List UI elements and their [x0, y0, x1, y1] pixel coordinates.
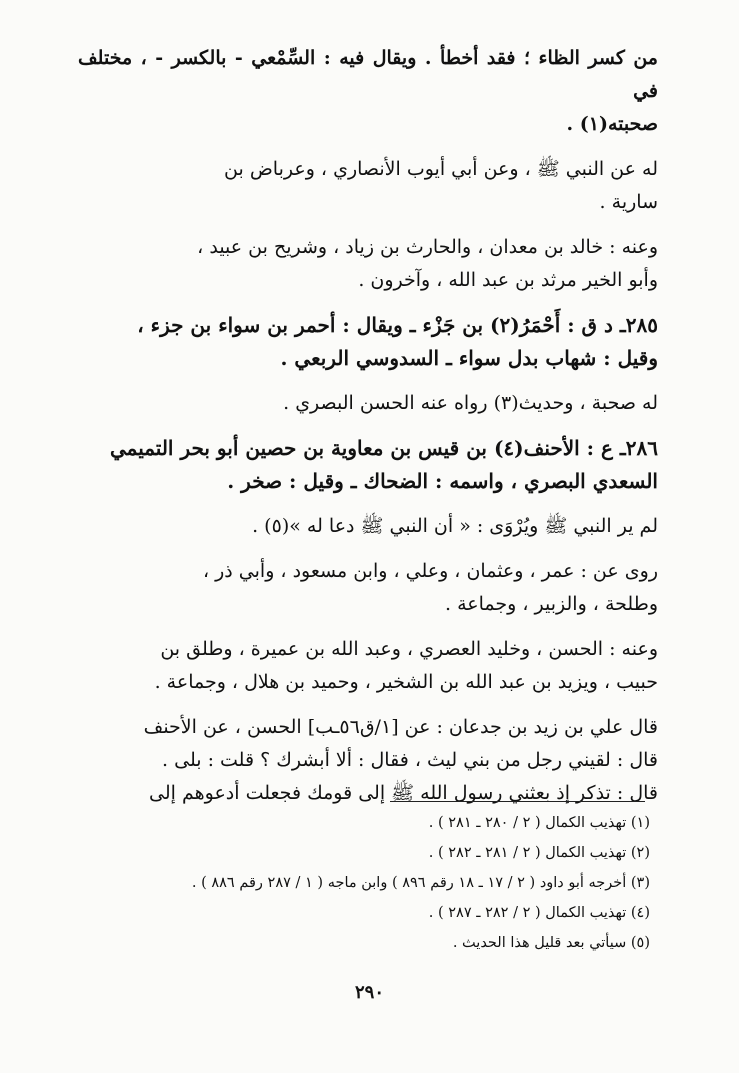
footnote: (٤) تهذيب الكمال ( ٢ / ٢٨٢ ـ ٢٨٧ ) .: [428, 905, 650, 921]
paragraph: [78, 555, 658, 621]
footnote: (٢) تهذيب الكمال ( ٢ / ٢٨١ ـ ٢٨٢ ) .: [428, 845, 650, 861]
text-line: من كسر الظاء ؛ فقد أخطأ . ويقال فيه : السِّمْعي - بالكسر - ، مختلف في: [78, 47, 658, 102]
footnote: (١) تهذيب الكمال ( ٢ / ٢٨٠ ـ ٢٨١ ) .: [428, 815, 650, 831]
text-line: السعدي البصري ، واسمه : الضحاك ـ وقيل : صخر .: [227, 469, 658, 493]
paragraph: [78, 510, 658, 543]
page-number: ٢٩٠: [354, 982, 384, 1003]
paragraph: [78, 633, 658, 699]
text-line: له عن النبي ﷺ ، وعن أبي أيوب الأنصاري ، وعرباض بن: [224, 158, 658, 180]
text-line: لم ير النبي ﷺ ويُرْوَى : « أن النبي ﷺ دعا له »(٥) .: [252, 515, 658, 537]
entry-heading: [78, 432, 658, 498]
text-line: سارية .: [599, 191, 658, 213]
text-line: وطلحة ، والزبير ، وجماعة .: [445, 593, 658, 615]
footnote-divider: [390, 801, 645, 802]
text-line: ٢٨٦ـ ع : الأحنف(٤) بن قيس بن معاوية بن حصين أبو بحر التميمي: [109, 436, 658, 460]
text-line: له صحبة ، وحديث(٣) رواه عنه الحسن البصري .: [283, 392, 658, 414]
text-line: ٢٨٥ـ د ق : أَحْمَرُ(٢) بن جَزْء ـ ويقال : أحمر بن سواء بن جزء ،: [137, 313, 658, 337]
paragraph: [78, 711, 658, 810]
main-text: [78, 42, 658, 822]
footnote: (٣) أخرجه أبو داود ( ٢ / ١٧ ـ ١٨ رقم ٨٩٦ ) وابن ماجه ( ١ / ٢٨٧ رقم ٨٨٦ ) .: [191, 875, 650, 891]
text-line: صحبته(١) .: [566, 113, 658, 135]
text-line: قال علي بن زيد بن جدعان : عن [١/ق٥٦ـب] الحسن ، عن الأحنف: [143, 716, 658, 738]
text-line: وأبو الخير مرثد بن عبد الله ، وآخرون .: [358, 269, 658, 291]
text-line: حبيب ، ويزيد بن عبد الله بن الشخير ، وحميد بن هلال ، وجماعة .: [154, 671, 658, 693]
entry-heading: [78, 309, 658, 375]
paragraph: [78, 153, 658, 219]
paragraph: [78, 231, 658, 297]
text-line: قال : لقيني رجل من بني ليث ، فقال : ألا أبشرك ؟ قلت : بلى .: [162, 749, 658, 771]
text-line: قال : تذكر إذ بعثني رسول الله ﷺ إلى قومك فجعلت أدعوهم إلى: [149, 782, 658, 804]
paragraph: [78, 42, 658, 141]
footnote: (٥) سيأتي بعد قليل هذا الحديث .: [452, 935, 650, 951]
text-line: وعنه : الحسن ، وخليد العصري ، وعبد الله بن عميرة ، وطلق بن: [160, 638, 658, 660]
footnotes: [70, 808, 650, 958]
text-line: وقيل : شهاب بدل سواء ـ السدوسي الربعي .: [280, 346, 658, 370]
text-line: وعنه : خالد بن معدان ، والحارث بن زياد ، وشريح بن عبيد ،: [197, 236, 658, 258]
paragraph: [78, 387, 658, 420]
text-line: روى عن : عمر ، وعثمان ، وعلي ، وابن مسعود ، وأبي ذر ،: [202, 560, 658, 582]
